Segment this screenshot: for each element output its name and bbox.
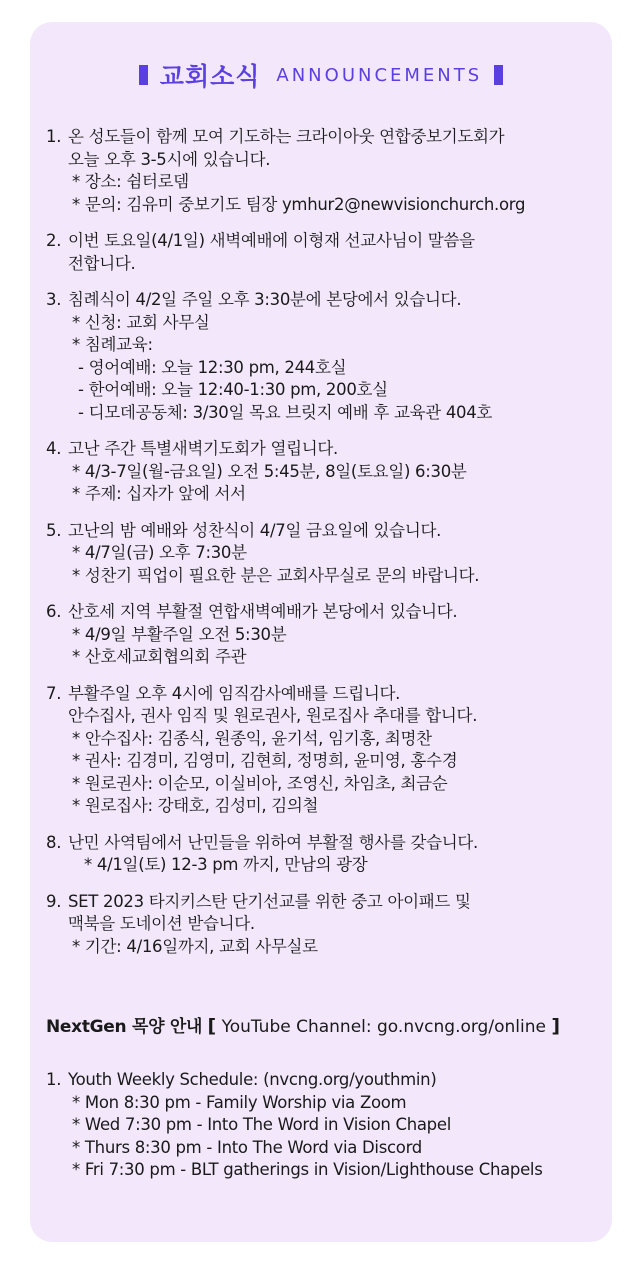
item-line bbox=[46, 705, 606, 728]
announcement-list bbox=[46, 126, 606, 972]
bracket-open: [ bbox=[207, 1015, 217, 1037]
list-item bbox=[46, 1069, 606, 1182]
item-line bbox=[46, 913, 606, 936]
item-text: * Fri 7:30 pm - BLT gatherings in Vision/Lighthouse Chapels bbox=[72, 1160, 543, 1179]
item-line bbox=[46, 126, 606, 149]
item-text: * 신청: 교회 사무실 bbox=[72, 312, 210, 332]
item-line bbox=[46, 194, 606, 217]
item-line bbox=[46, 253, 606, 276]
item-text: * 기간: 4/16일까지, 교회 사무실로 bbox=[72, 936, 318, 956]
youtube-channel-link[interactable]: YouTube Channel: go.nvcng.org/online bbox=[221, 1017, 546, 1037]
section-header bbox=[30, 58, 612, 92]
item-line bbox=[46, 1137, 606, 1160]
item-line bbox=[46, 1092, 606, 1115]
item-text: 침례식이 4/2일 주일 오후 3:30분에 본당에서 있습니다. bbox=[68, 290, 462, 309]
item-text: * 4/7일(금) 오후 7:30분 bbox=[72, 543, 247, 562]
item-text: * 장소: 쉼터로뎀 bbox=[72, 172, 189, 191]
item-line bbox=[46, 728, 606, 751]
item-text: 오늘 오후 3-5시에 있습니다. bbox=[68, 149, 271, 169]
item-text: - 디모데공동체: 3/30일 목요 브릿지 예배 후 교육관 404호 bbox=[78, 402, 493, 422]
item-number: 3. bbox=[46, 290, 62, 309]
item-text: * Thurs 8:30 pm - Into The Word via Discord bbox=[72, 1137, 422, 1157]
item-line bbox=[46, 171, 606, 194]
item-text: * 침례교육: bbox=[72, 335, 153, 354]
header-title-english: ANNOUNCEMENTS bbox=[276, 64, 483, 86]
item-line bbox=[46, 230, 606, 253]
item-line bbox=[46, 402, 606, 425]
item-text: * Wed 7:30 pm - Into The Word in Vision Chapel bbox=[72, 1115, 451, 1134]
item-line bbox=[46, 646, 606, 669]
header-title-korean: 교회소식 bbox=[159, 62, 261, 91]
item-line bbox=[46, 483, 606, 506]
item-number: 7. bbox=[46, 683, 62, 703]
list-item bbox=[46, 683, 606, 818]
list-item bbox=[46, 891, 606, 959]
item-text: * 권사: 김경미, 김영미, 김현희, 정명희, 윤미영, 홍수경 bbox=[72, 751, 458, 770]
item-line bbox=[46, 795, 606, 818]
item-text: * 안수집사: 김종식, 원종익, 윤기석, 임기홍, 최명찬 bbox=[72, 728, 432, 748]
item-line bbox=[46, 438, 606, 461]
item-text: * 4/1일(토) 12-3 pm 까지, 만남의 광장 bbox=[84, 855, 368, 874]
item-text: * Mon 8:30 pm - Family Worship via Zoom bbox=[72, 1092, 407, 1112]
item-line bbox=[46, 624, 606, 647]
item-line bbox=[46, 683, 606, 706]
item-line bbox=[46, 1069, 606, 1092]
item-text: * 주제: 십자가 앞에 서서 bbox=[72, 484, 246, 503]
item-line bbox=[46, 750, 606, 773]
announcements-card bbox=[30, 22, 612, 1242]
item-text: 부활주일 오후 4시에 임직감사예배를 드립니다. bbox=[68, 683, 401, 703]
item-text: * 4/3-7일(월-금요일) 오전 5:45분, 8일(토요일) 6:30분 bbox=[72, 461, 467, 481]
item-text: 고난 주간 특별새벽기도회가 열립니다. bbox=[68, 439, 339, 458]
list-item bbox=[46, 601, 606, 669]
item-text: * 4/9일 부활주일 오전 5:30분 bbox=[72, 624, 287, 644]
item-text: * 원로집사: 강태호, 김성미, 김의철 bbox=[72, 796, 319, 815]
item-number: 5. bbox=[46, 520, 62, 540]
item-number: 1. bbox=[46, 127, 62, 146]
item-text: 이번 토요일(4/1일) 새벽예배에 이형재 선교사님이 말씀을 bbox=[68, 231, 475, 250]
item-line bbox=[46, 461, 606, 484]
item-line bbox=[46, 773, 606, 796]
item-text: - 영어예배: 오늘 12:30 pm, 244호실 bbox=[78, 357, 347, 377]
item-text: 난민 사역팀에서 난민들을 위하여 부활절 행사를 갖습니다. bbox=[68, 832, 478, 852]
header-bar-left bbox=[139, 65, 148, 85]
list-item bbox=[46, 832, 606, 877]
item-number: 2. bbox=[46, 231, 62, 250]
bracket-close: ] bbox=[551, 1015, 561, 1037]
item-number: 8. bbox=[46, 832, 62, 852]
item-text: 전합니다. bbox=[68, 253, 136, 273]
header-bar-right bbox=[494, 65, 503, 85]
item-line bbox=[46, 357, 606, 380]
item-text: SET 2023 타지키스탄 단기선교를 위한 중고 아이패드 및 bbox=[68, 891, 471, 911]
item-text: Youth Weekly Schedule: (nvcng.org/youthmin) bbox=[68, 1070, 437, 1089]
list-item bbox=[46, 438, 606, 506]
item-text: 온 성도들이 함께 모여 기도하는 크라이아웃 연합중보기도회가 bbox=[68, 127, 505, 146]
nextgen-title: NextGen 목양 안내 bbox=[46, 1017, 203, 1037]
item-line bbox=[46, 542, 606, 565]
item-line bbox=[46, 149, 606, 172]
item-line bbox=[46, 565, 606, 588]
item-line bbox=[46, 1159, 606, 1182]
item-number: 9. bbox=[46, 891, 62, 911]
item-line bbox=[46, 891, 606, 914]
item-text: * 산호세교회협의회 주관 bbox=[72, 647, 247, 666]
item-number: 6. bbox=[46, 602, 62, 621]
list-item bbox=[46, 520, 606, 588]
item-text: - 한어예배: 오늘 12:40-1:30 pm, 200호실 bbox=[78, 380, 388, 399]
item-text: * 성찬기 픽업이 필요한 분은 교회사무실로 문의 바랍니다. bbox=[72, 565, 480, 585]
item-line bbox=[46, 520, 606, 543]
item-text: 고난의 밤 예배와 성찬식이 4/7일 금요일에 있습니다. bbox=[68, 520, 442, 540]
item-number: 1. bbox=[46, 1070, 62, 1089]
list-item bbox=[46, 230, 606, 275]
item-line bbox=[46, 312, 606, 335]
item-line bbox=[46, 334, 606, 357]
item-line bbox=[46, 1114, 606, 1137]
item-text: 안수집사, 권사 임직 및 원로권사, 원로집사 추대를 합니다. bbox=[68, 706, 478, 725]
item-line bbox=[46, 289, 606, 312]
list-item bbox=[46, 289, 606, 424]
list-item bbox=[46, 126, 606, 216]
item-text: * 문의: 김유미 중보기도 팀장 ymhur2@newvisionchurch.org bbox=[72, 194, 526, 214]
item-text: 산호세 지역 부활절 연합새벽예배가 본당에서 있습니다. bbox=[68, 602, 458, 621]
nextgen-list bbox=[46, 1069, 606, 1196]
nextgen-header bbox=[46, 1012, 560, 1037]
item-text: * 원로권사: 이순모, 이실비아, 조영신, 차임초, 최금순 bbox=[72, 773, 448, 793]
item-line bbox=[46, 936, 606, 959]
item-line bbox=[46, 854, 606, 877]
item-line bbox=[46, 379, 606, 402]
item-line bbox=[46, 832, 606, 855]
item-line bbox=[46, 601, 606, 624]
item-number: 4. bbox=[46, 439, 62, 458]
item-text: 맥북을 도네이션 받습니다. bbox=[68, 914, 255, 933]
